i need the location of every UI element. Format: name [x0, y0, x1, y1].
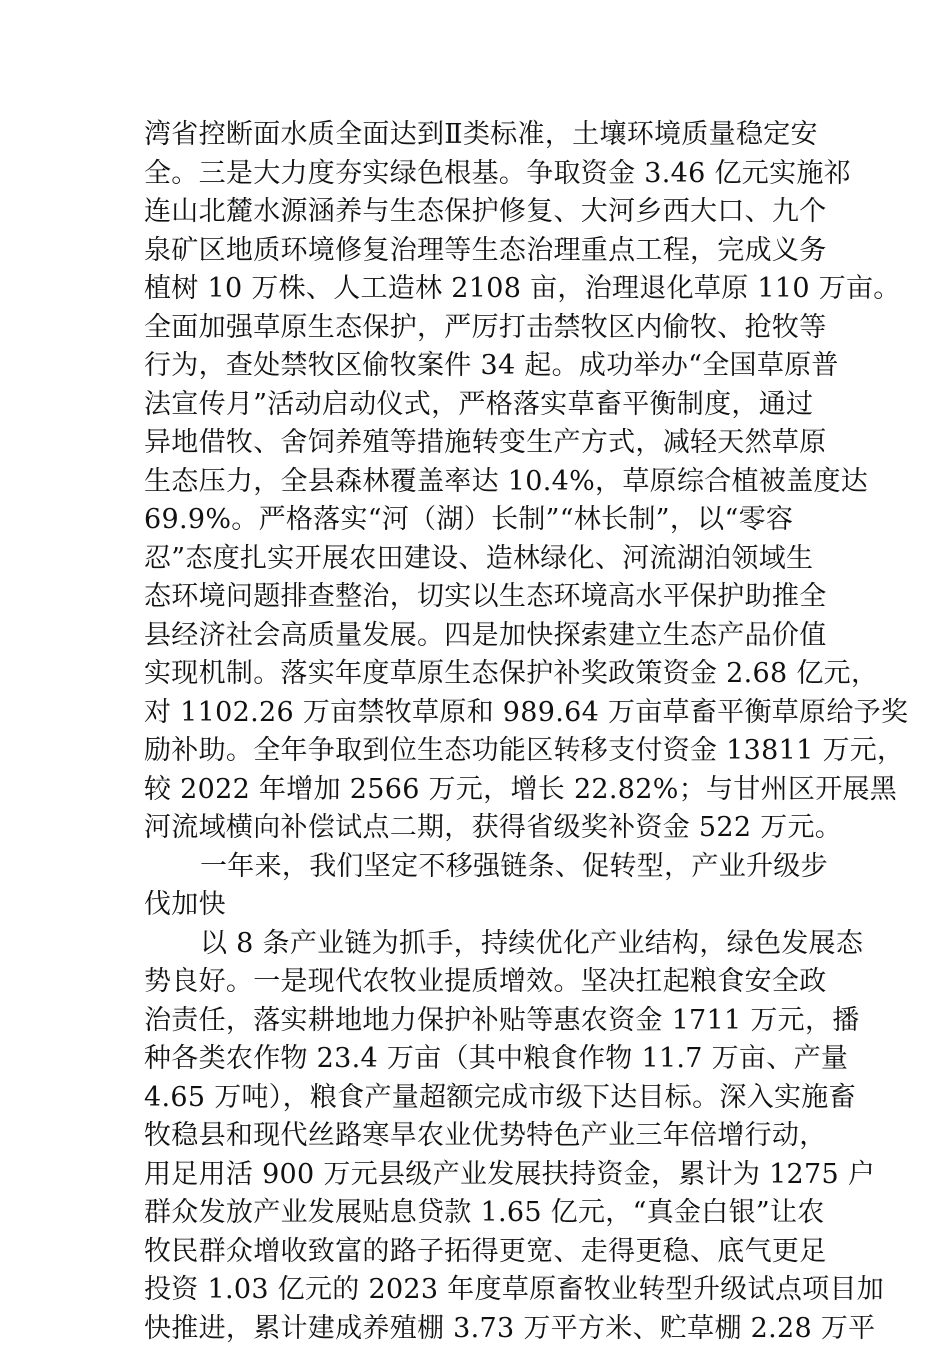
heading-line: 一年来，我们坚定不移强链条、促转型，产业升级步	[144, 848, 814, 887]
text-line: 势良好。一是现代农牧业提质增效。坚决扛起粮食安全政	[144, 963, 814, 1002]
text-line: 种各类农作物 23.4 万亩（其中粮食作物 11.7 万亩、产量	[144, 1040, 814, 1079]
text-line: 态环境问题排查整治，切实以生态环境高水平保护助推全	[144, 578, 814, 617]
text-line: 牧民群众增收致富的路子拓得更宽、走得更稳、底气更足	[144, 1233, 814, 1272]
section-heading	[144, 848, 814, 925]
text-line: 湾省控断面水质全面达到Ⅱ类标准，土壤环境质量稳定安	[144, 116, 814, 155]
text-line: 全。三是大力度夯实绿色根基。争取资金 3.46 亿元实施祁	[144, 155, 814, 194]
heading-line: 伐加快	[144, 886, 814, 925]
text-line: 较 2022 年增加 2566 万元，增长 22.82%；与甘州区开展黑	[144, 771, 814, 810]
text-line: 县经济社会高质量发展。四是加快探索建立生态产品价值	[144, 617, 814, 656]
text-line: 投资 1.03 亿元的 2023 年度草原畜牧业转型升级试点项目加	[144, 1271, 814, 1310]
text-line: 行为，查处禁牧区偷牧案件 34 起。成功举办“全国草原普	[144, 347, 814, 386]
text-line: 连山北麓水源涵养与生态保护修复、大河乡西大口、九个	[144, 193, 814, 232]
text-line: 对 1102.26 万亩禁牧草原和 989.64 万亩草畜平衡草原给予奖	[144, 694, 814, 733]
text-line: 快推进，累计建成养殖棚 3.73 万平方米、贮草棚 2.28 万平	[144, 1310, 814, 1348]
text-line: 治责任，落实耕地地力保护补贴等惠农资金 1711 万元，播	[144, 1002, 814, 1041]
text-line: 植树 10 万株、人工造林 2108 亩，治理退化草原 110 万亩。	[144, 270, 814, 309]
text-line: 河流域横向补偿试点二期，获得省级奖补资金 522 万元。	[144, 809, 814, 848]
text-line: 群众发放产业发展贴息贷款 1.65 亿元，“真金白银”让农	[144, 1194, 814, 1233]
text-line: 用足用活 900 万元县级产业发展扶持资金，累计为 1275 户	[144, 1156, 814, 1195]
paragraph-industry	[144, 925, 814, 1348]
text-line: 泉矿区地质环境修复治理等生态治理重点工程，完成义务	[144, 232, 814, 271]
text-line: 忍”态度扎实开展农田建设、造林绿化、河流湖泊领域生	[144, 540, 814, 579]
text-line: 4.65 万吨），粮食产量超额完成市级下达目标。深入实施畜	[144, 1079, 814, 1118]
text-line: 69.9%。严格落实“河（湖）长制”“林长制”，以“零容	[144, 501, 814, 540]
document-body	[144, 116, 814, 1348]
text-line: 法宣传月”活动启动仪式，严格落实草畜平衡制度，通过	[144, 386, 814, 425]
text-line: 异地借牧、舍饲养殖等措施转变生产方式，减轻天然草原	[144, 424, 814, 463]
paragraph-ecology	[144, 116, 814, 848]
text-line: 以 8 条产业链为抓手，持续优化产业结构，绿色发展态	[144, 925, 814, 964]
text-line: 全面加强草原生态保护，严厉打击禁牧区内偷牧、抢牧等	[144, 309, 814, 348]
text-line: 励补助。全年争取到位生态功能区转移支付资金 13811 万元，	[144, 732, 814, 771]
text-line: 实现机制。落实年度草原生态保护补奖政策资金 2.68 亿元，	[144, 655, 814, 694]
text-line: 牧稳县和现代丝路寒旱农业优势特色产业三年倍增行动，	[144, 1117, 814, 1156]
text-line: 生态压力，全县森林覆盖率达 10.4%，草原综合植被盖度达	[144, 463, 814, 502]
